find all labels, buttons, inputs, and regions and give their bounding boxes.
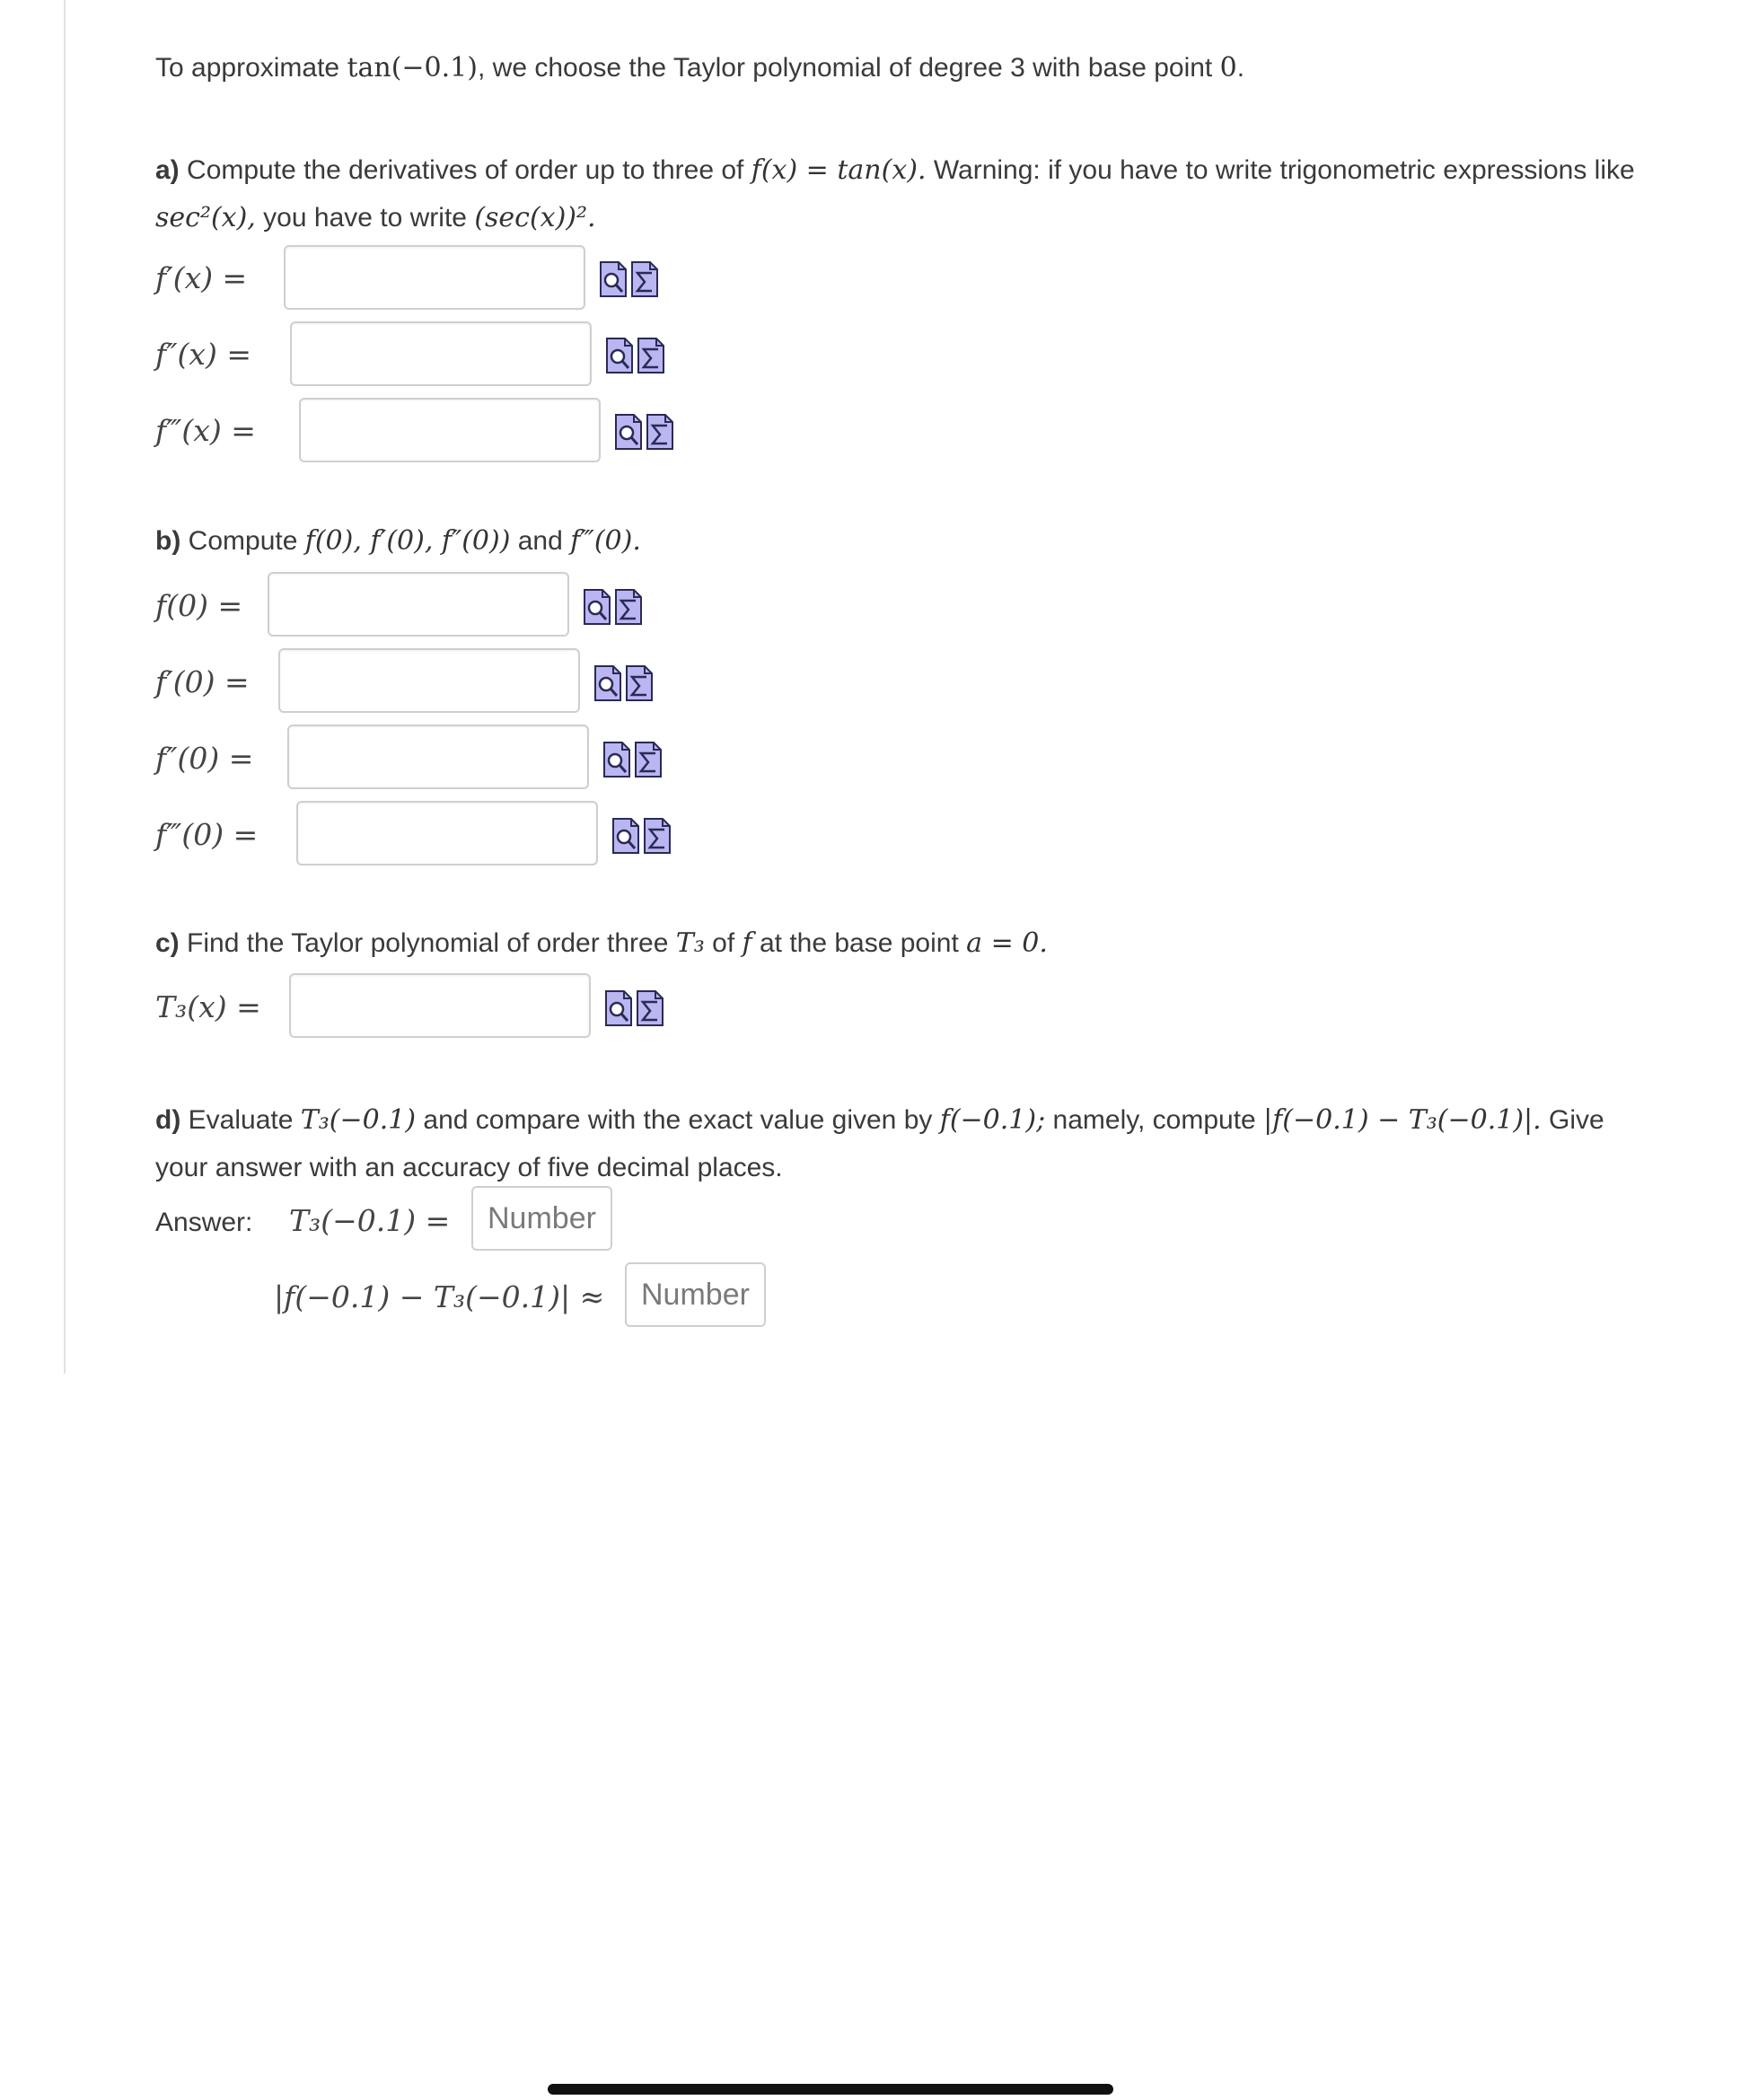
f2-0-tools	[602, 741, 663, 780]
f3-0-label: f‴(0) =	[155, 817, 259, 852]
part-d-question: d) Evaluate T₃(−0.1) and compare with the exact value given by f(−0.1); namely, compute |f(−0.1) − T₃(−0.1)|. Give your answer with an accuracy of five decimal places.	[155, 1104, 1604, 1182]
f2x-label: f″(x) =	[155, 337, 252, 372]
f2-0-input[interactable]	[287, 725, 589, 789]
sigma-icon[interactable]	[634, 741, 663, 780]
f1-0-tools	[593, 664, 654, 704]
sigma-icon[interactable]	[643, 817, 672, 857]
f2-0-label: f″(0) =	[155, 741, 254, 776]
preview-icon[interactable]	[611, 817, 640, 857]
f1-0-input[interactable]	[278, 648, 580, 713]
f3-0-input[interactable]	[296, 801, 598, 865]
preview-icon[interactable]	[604, 989, 633, 1029]
f1x-input[interactable]	[284, 245, 585, 310]
error-label: |f(−0.1) − T₃(−0.1)| ≈	[274, 1279, 605, 1314]
t3-eval-input[interactable]: Number	[471, 1186, 612, 1251]
sigma-icon[interactable]	[637, 337, 665, 376]
preview-icon[interactable]	[599, 260, 628, 300]
f2x-input[interactable]	[290, 321, 592, 386]
part-b-question: b) Compute f(0), f′(0), f″(0)) and f‴(0).	[155, 525, 641, 557]
left-border-line	[64, 0, 66, 1374]
f1x-label: f′(x) =	[155, 260, 248, 295]
sigma-icon[interactable]	[625, 664, 654, 704]
answer-label: Answer:	[155, 1208, 253, 1237]
part-c-question: c) Find the Taylor polynomial of order three T₃ of f at the base point a = 0.	[155, 927, 1048, 959]
f1-0-label: f′(0) =	[155, 664, 250, 699]
preview-icon[interactable]	[583, 588, 611, 628]
preview-icon[interactable]	[614, 413, 643, 453]
t3-eval-label: T₃(−0.1) =	[289, 1203, 451, 1238]
t3x-tools	[604, 989, 664, 1029]
error-input[interactable]: Number	[625, 1262, 766, 1327]
t3x-input[interactable]	[289, 973, 591, 1038]
f3x-label: f‴(x) =	[155, 413, 256, 448]
preview-icon[interactable]	[605, 337, 634, 376]
preview-icon[interactable]	[602, 741, 631, 780]
sigma-icon[interactable]	[636, 989, 664, 1029]
f2x-tools	[605, 337, 665, 376]
home-indicator[interactable]	[548, 2084, 1113, 2095]
intro-text: To approximate tan(−0.1), we choose the Taylor polynomial of degree 3 with base point 0.	[155, 52, 1245, 83]
f3x-input[interactable]	[299, 398, 601, 462]
f0-tools	[583, 588, 643, 628]
f1x-tools	[599, 260, 659, 300]
f0-label: f(0) =	[155, 588, 243, 623]
f3-0-tools	[611, 817, 672, 857]
preview-icon[interactable]	[593, 664, 622, 704]
sigma-icon[interactable]	[614, 588, 643, 628]
f3x-tools	[614, 413, 674, 453]
t3x-label: T₃(x) =	[155, 989, 261, 1024]
sigma-icon[interactable]	[646, 413, 674, 453]
sigma-icon[interactable]	[630, 260, 659, 300]
f0-input[interactable]	[268, 572, 569, 637]
part-a-question: a) Compute the derivatives of order up to three of f(x) = tan(x). Warning: if you have to write trigonometric expressions like sec²(x), you have to write (sec(x))².	[155, 154, 1635, 233]
